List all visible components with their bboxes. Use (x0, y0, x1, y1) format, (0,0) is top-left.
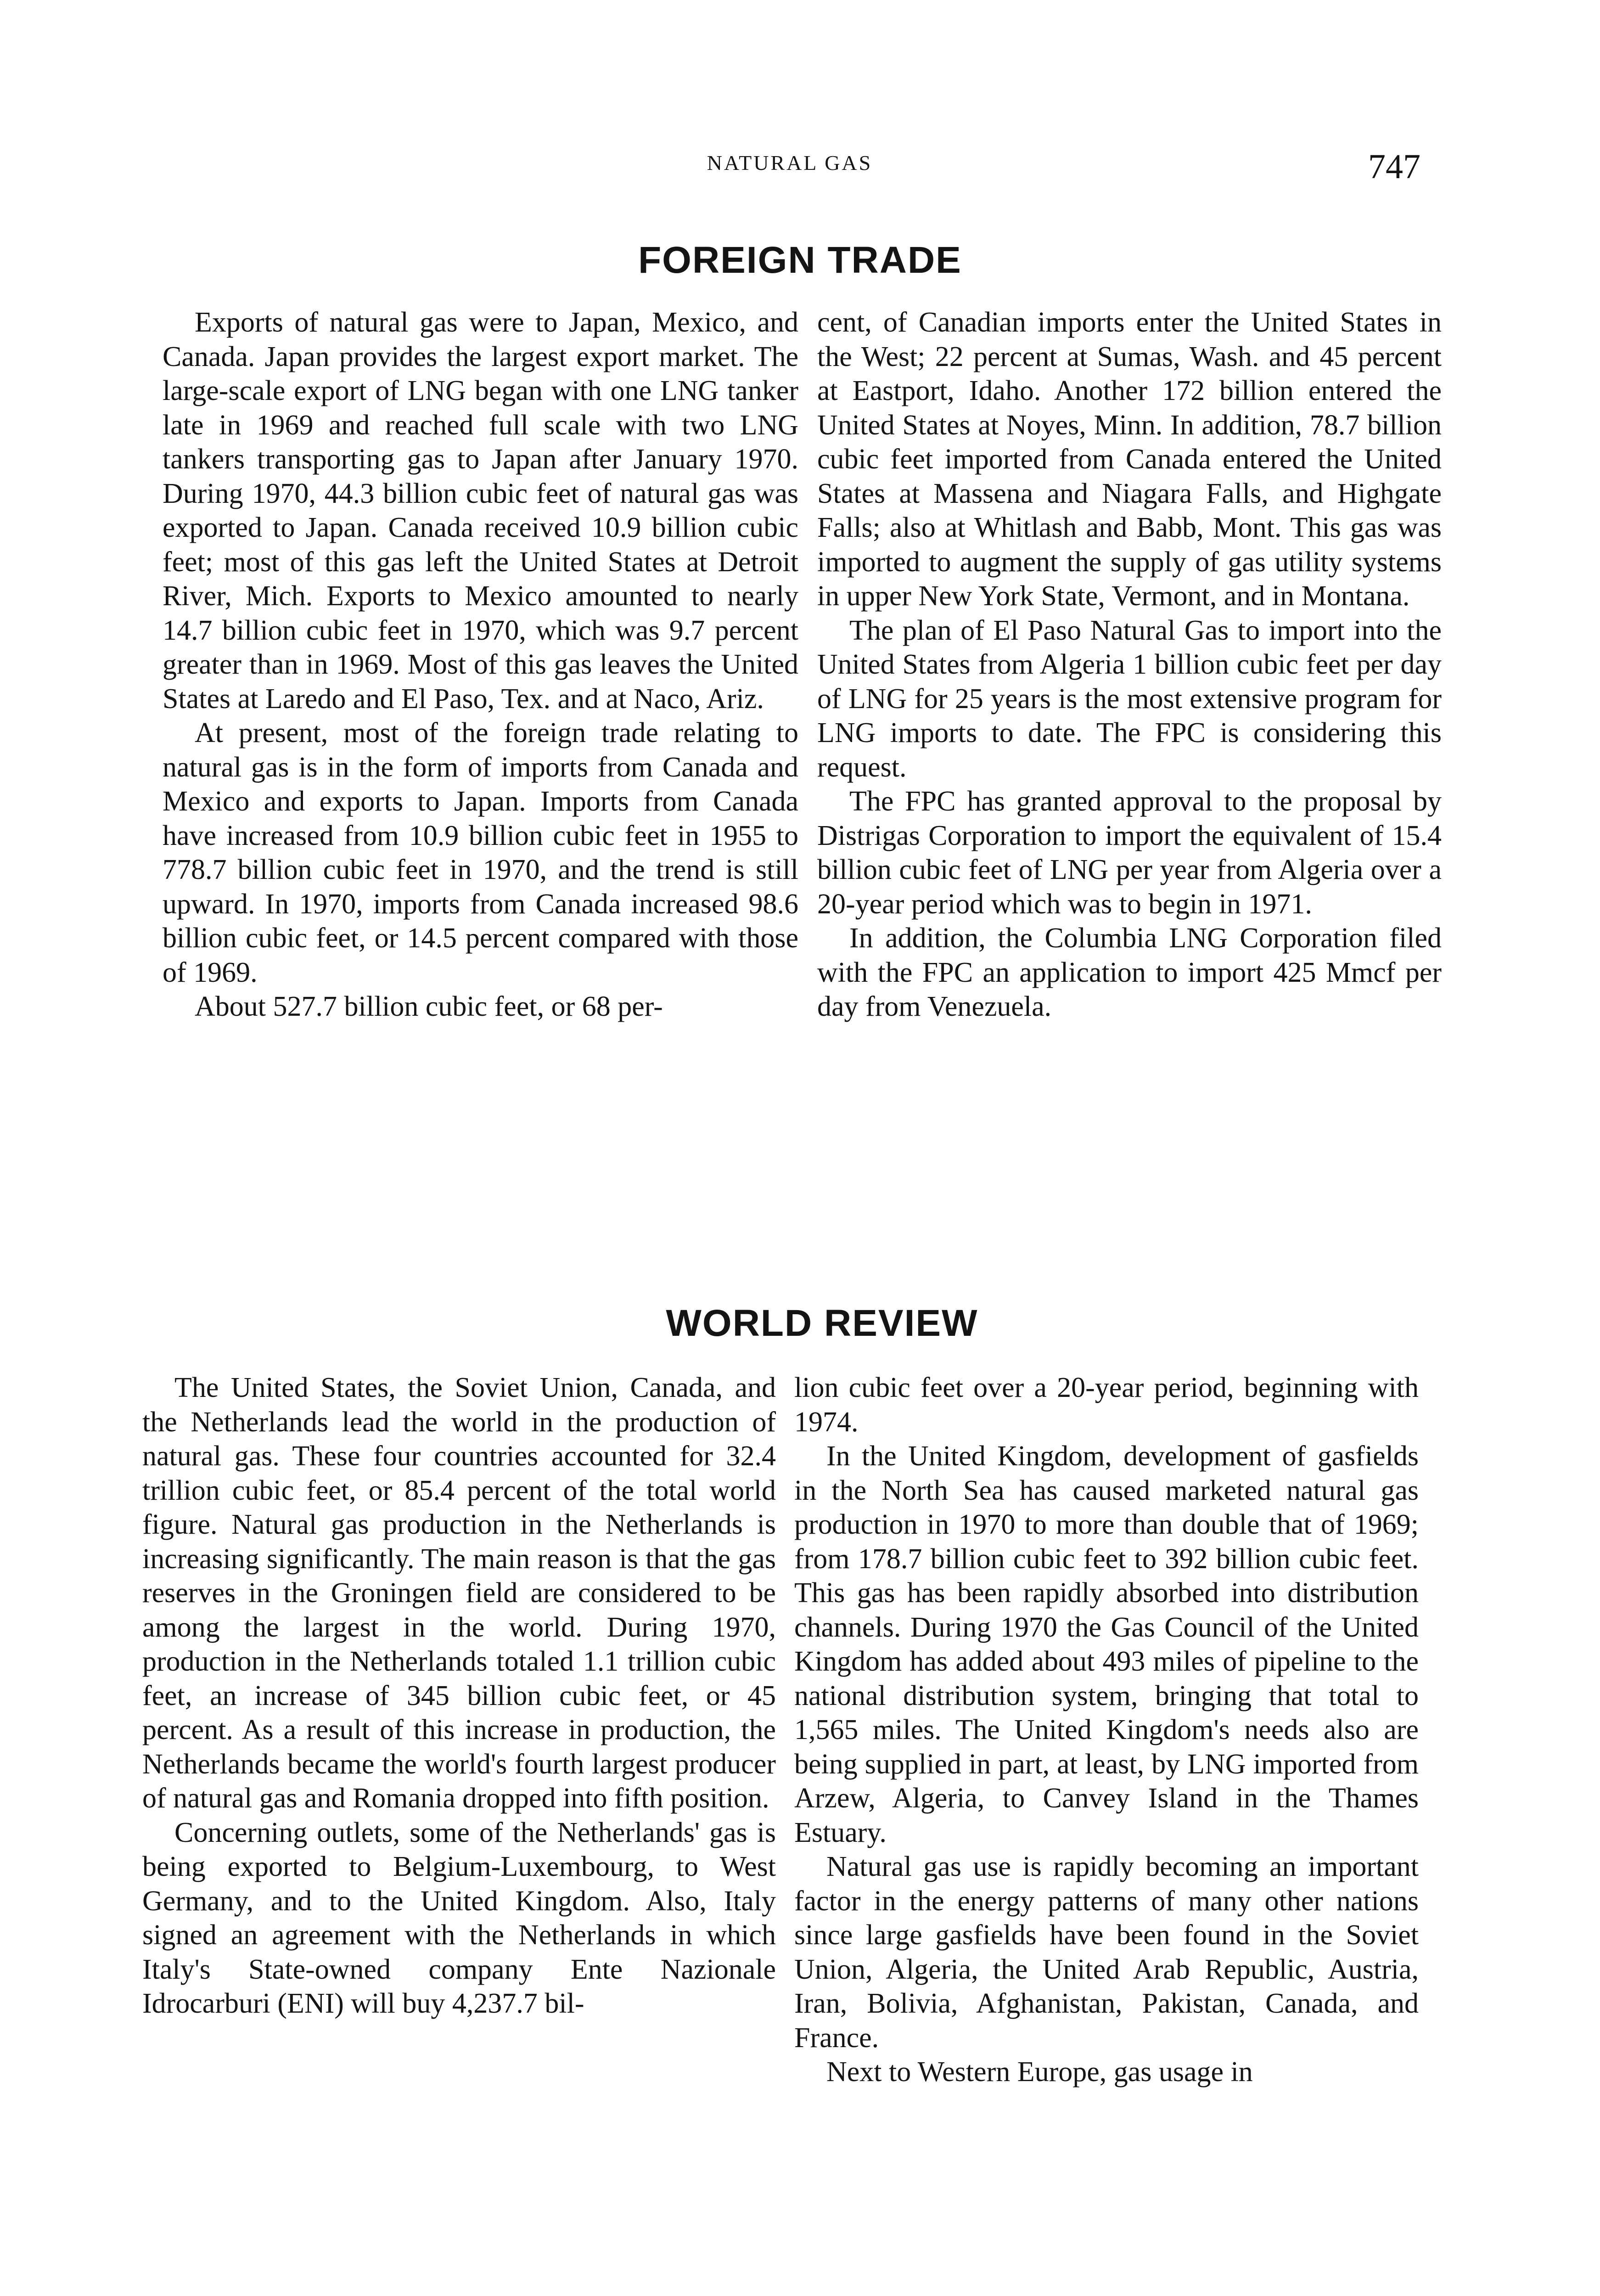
paragraph: In addition, the Columbia LNG Corporation filed with the FPC an application to import 425 Mmcf per day from Venezuela. (817, 923, 1442, 1022)
page-number: 747 (1368, 147, 1420, 186)
paragraph: Next to Western Europe, gas usage in (826, 2056, 1253, 2088)
paragraph: lion cubic feet over a 20-year period, beginning with 1974. (794, 1372, 1419, 1438)
foreign-trade-left-column (163, 305, 798, 1024)
foreign-trade-right-column (817, 305, 1442, 1024)
paragraph: In the United Kingdom, development of gasfields in the North Sea has caused marketed natural gas production in 1970 to more than double that of 1969; from 178.7 billion cubic feet to 392 billion cubic feet. This gas has been rapidly absorbed into distribution channels. During 1970 the Gas Council of the United Kingdom has added about 493 miles of pipeline to the national distribution system, bringing that total to 1,565 miles. The United Kingdom's needs also are being supplied in part, at least, by LNG imported from Arzew, Algeria, to Canvey Island in the Thames Estuary. (794, 1441, 1419, 1848)
paragraph: The plan of El Paso Natural Gas to import into the United States from Algeria 1 billion cubic feet per day of LNG for 25 years is the most extensive program for LNG imports to date. The FPC is considering this request. (817, 614, 1442, 783)
foreign-trade-heading: FOREIGN TRADE (638, 239, 962, 281)
paragraph: Concerning outlets, some of the Netherlands' gas is being exported to Belgium-Luxembourg, to West Germany, and to the United Kingdom. Also, Italy signed an agreement with the Netherlands in which Italy's State-owned company Ente Nazionale Idrocarburi (ENI) will buy 4,237.7 bil- (142, 1817, 776, 2019)
paragraph: Exports of natural gas were to Japan, Mexico, and Canada. Japan provides the largest export market. The large-scale export of LNG began with one LNG tanker late in 1969 and reached full scale with two LNG tankers transporting gas to Japan after January 1970. During 1970, 44.3 billion cubic feet of natural gas was exported to Japan. Canada received 10.9 billion cubic feet; most of this gas left the United States at Detroit River, Mich. Exports to Mexico amounted to nearly 14.7 billion cubic feet in 1970, which was 9.7 percent greater than in 1969. Most of this gas leaves the United States at Laredo and El Paso, Tex. and at Naco, Ariz. (163, 307, 798, 715)
paragraph: cent, of Canadian imports enter the United States in the West; 22 percent at Sumas, Wash. and 45 percent at Eastport, Idaho. Another 172 billion entered the United States at Noyes, Minn. In addition, 78.7 billion cubic feet imported from Canada entered the United States at Massena and Niagara Falls, and Highgate Falls; also at Whitlash and Babb, Mont. This gas was imported to augment the supply of gas utility systems in upper New York State, Vermont, and in Montana. (817, 307, 1442, 612)
world-review-left-column (142, 1371, 776, 2021)
world-review-right-column (794, 1371, 1419, 2089)
paragraph: At present, most of the foreign trade relating to natural gas is in the form of imports from Canada and Mexico and exports to Japan. Imports from Canada have increased from 10.9 billion cubic feet in 1955 to 778.7 billion cubic feet in 1970, and the trend is still upward. In 1970, imports from Canada increased 98.6 billion cubic feet, or 14.5 percent compared with those of 1969. (163, 717, 798, 988)
paragraph: Natural gas use is rapidly becoming an important factor in the energy patterns of many other nations since large gasfields have been found in the Soviet Union, Algeria, the United Arab Republic, Austria, Iran, Bolivia, Afghanistan, Pakistan, Canada, and France. (794, 1851, 1419, 2054)
paragraph: About 527.7 billion cubic feet, or 68 per- (195, 991, 663, 1022)
running-title: NATURAL GAS (707, 151, 873, 174)
world-review-heading: WORLD REVIEW (666, 1302, 978, 1344)
paragraph: The United States, the Soviet Union, Canada, and the Netherlands lead the world in the production of natural gas. These four countries accounted for 32.4 trillion cubic feet, or 85.4 percent of the total world figure. Natural gas production in the Netherlands is increasing significantly. The main reason is that the gas reserves in the Groningen field are considered to be among the largest in the world. During 1970, production in the Netherlands totaled 1.1 trillion cubic feet, an increase of 345 billion cubic feet, or 45 percent. As a result of this increase in production, the Netherlands became the world's fourth largest producer of natural gas and Romania dropped into fifth position. (142, 1372, 776, 1814)
paragraph: The FPC has granted approval to the proposal by Distrigas Corporation to import the equivalent of 15.4 billion cubic feet of LNG per year from Algeria over a 20-year period which was to begin in 1971. (817, 786, 1442, 920)
